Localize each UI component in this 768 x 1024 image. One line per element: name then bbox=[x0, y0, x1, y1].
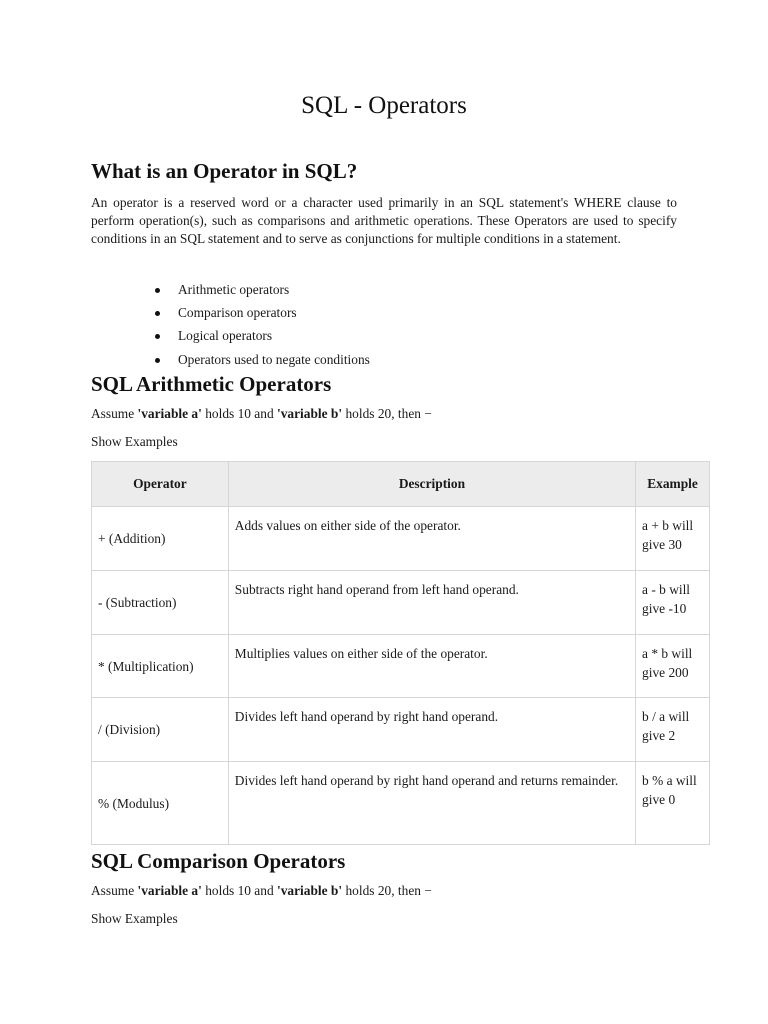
list-item-label: Arithmetic operators bbox=[178, 282, 290, 297]
show-examples-link[interactable]: Show Examples bbox=[91, 434, 178, 449]
variable-a-label: 'variable a' bbox=[137, 883, 202, 898]
operator-cell: * (Multiplication) bbox=[92, 635, 229, 698]
bullet-icon bbox=[155, 358, 160, 363]
list-item-label: Operators used to negate conditions bbox=[178, 351, 370, 367]
page-title: SQL - Operators bbox=[301, 92, 467, 119]
list-item bbox=[91, 281, 370, 304]
list-item-label: Logical operators bbox=[178, 328, 273, 344]
example-cell: a + b will give 30 bbox=[636, 507, 710, 571]
bullet-icon bbox=[155, 311, 160, 316]
assume-prefix: Assume bbox=[91, 883, 138, 898]
list-item bbox=[91, 304, 370, 327]
bullet-icon bbox=[155, 334, 160, 339]
example-cell: b / a will give 2 bbox=[636, 698, 710, 762]
list-item bbox=[91, 351, 370, 374]
column-header-description: Description bbox=[228, 462, 635, 507]
operator-cell: / (Division) bbox=[92, 698, 229, 762]
section-heading-what-is-operator: What is an Operator in SQL? bbox=[91, 159, 358, 183]
variable-b-label: 'variable b' bbox=[277, 883, 343, 898]
list-item bbox=[91, 327, 370, 350]
section-heading-arithmetic: SQL Arithmetic Operators bbox=[91, 372, 332, 396]
table-row bbox=[92, 698, 710, 762]
description-cell: Adds values on either side of the operator. bbox=[228, 507, 635, 571]
variable-a-label: 'variable a' bbox=[137, 406, 202, 421]
operator-cell: + (Addition) bbox=[92, 507, 229, 571]
arithmetic-operators-table bbox=[91, 461, 710, 845]
assume-mid: holds 10 and bbox=[201, 883, 277, 898]
intro-paragraph: An operator is a reserved word or a character used primarily in an SQL statement's WHERE clause to perform operation(s), such as comparisons and arithmetic operations. These Operators are used to specify conditions in an SQL statement and to serve as conjunctions for multiple conditions in a statement. bbox=[91, 195, 677, 247]
operator-cell: % (Modulus) bbox=[92, 762, 229, 845]
list-item-label: Comparison operators bbox=[178, 305, 297, 321]
column-header-operator: Operator bbox=[92, 462, 229, 507]
assume-suffix: holds 20, then − bbox=[342, 406, 432, 421]
operator-types-list bbox=[91, 281, 370, 374]
description-cell: Multiplies values on either side of the operator. bbox=[228, 635, 635, 698]
table-header-row bbox=[92, 462, 710, 507]
description-cell: Divides left hand operand by right hand operand. bbox=[228, 698, 635, 762]
column-header-example: Example bbox=[636, 462, 710, 507]
table-row bbox=[92, 571, 710, 635]
table-row bbox=[92, 507, 710, 571]
assume-text bbox=[91, 883, 432, 899]
show-examples-link[interactable]: Show Examples bbox=[91, 911, 178, 926]
description-cell: Subtracts right hand operand from left hand operand. bbox=[228, 571, 635, 635]
assume-mid: holds 10 and bbox=[201, 406, 277, 421]
assume-suffix: holds 20, then − bbox=[342, 883, 432, 898]
description-cell: Divides left hand operand by right hand operand and returns remainder. bbox=[228, 762, 635, 845]
variable-b-label: 'variable b' bbox=[277, 406, 343, 421]
assume-prefix: Assume bbox=[91, 406, 138, 421]
example-cell: b % a will give 0 bbox=[636, 762, 710, 845]
section-heading-comparison: SQL Comparison Operators bbox=[91, 849, 346, 873]
assume-text bbox=[91, 406, 432, 422]
table-row bbox=[92, 762, 710, 845]
example-cell: a * b will give 200 bbox=[636, 635, 710, 698]
example-cell: a - b will give -10 bbox=[636, 571, 710, 635]
bullet-icon bbox=[155, 288, 160, 293]
table-row bbox=[92, 635, 710, 698]
operator-cell: - (Subtraction) bbox=[92, 571, 229, 635]
